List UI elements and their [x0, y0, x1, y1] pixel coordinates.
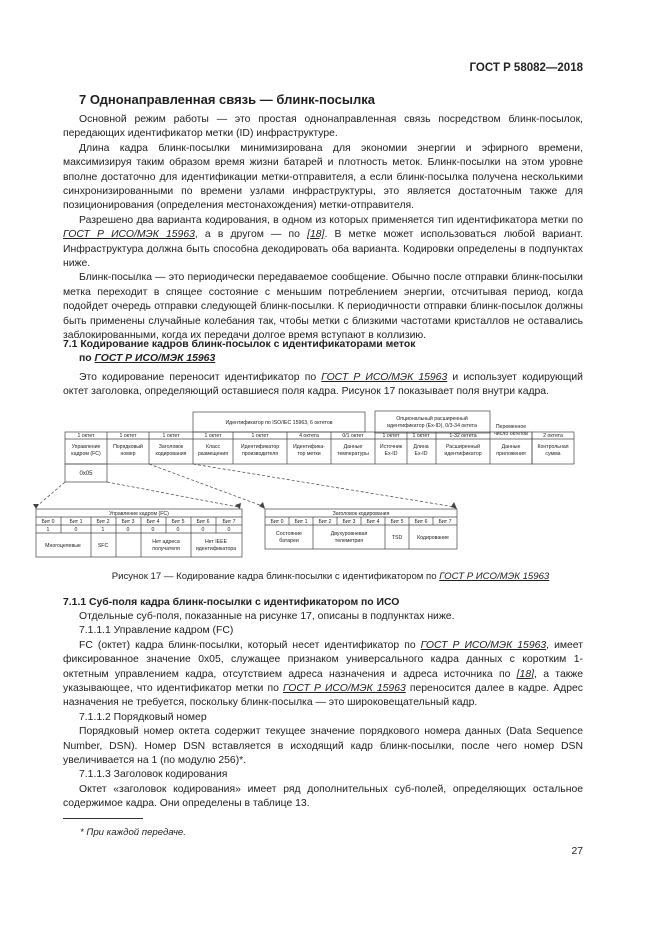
- octet-label: 0/1 октет: [342, 433, 364, 439]
- svg-text:Нет IEEE: Нет IEEE: [204, 539, 228, 545]
- field-label: Заголовок: [158, 444, 184, 450]
- field-label: Длина: [413, 444, 429, 450]
- svg-text:кадром (FC): кадром (FC): [71, 451, 101, 457]
- svg-text:идентификатор: идентификатор: [444, 451, 482, 457]
- section-7-1-title: [63, 338, 583, 367]
- svg-text:Бит 7: Бит 7: [222, 519, 236, 525]
- svg-text:Бит 4: Бит 4: [366, 519, 380, 525]
- paragraph: Октет «заголовок кодирования» имеет ряд дополнительных суб-полей, определяющих остальное содержимое кадра. Они определены в таблице 13.: [63, 783, 583, 810]
- svg-text:Бит 0: Бит 0: [270, 519, 284, 525]
- octet-label: 1 октет: [412, 433, 430, 439]
- encoding-table-title: Заголовок кодирования: [332, 511, 390, 517]
- svg-text:Кодирование: Кодирование: [417, 535, 449, 541]
- bibliography-reference-link[interactable]: [18]: [307, 229, 325, 241]
- svg-text:Нет адреса: Нет адреса: [152, 539, 180, 545]
- paragraph: Отдельные суб-поля, показанные на рисунке 17, описаны в подпунктах ниже.: [79, 611, 455, 622]
- octet-label: 1 октет: [251, 433, 269, 439]
- field-label: Порядковый: [113, 444, 143, 450]
- paragraph: FC (октет) кадра блинк-посылки, который несет идентификатор по ГОСТ Р ИСО/МЭК 15963, имеет фиксированное значение 0x05, служащее признаком универсального кадра данных с коротким 1-октетным управлением кадра, отсутствием адреса назначения и адреса источника по [18], а также указывающее, что идентификатор метки по ГОСТ Р ИСО/МЭК 15963 переносится далее в кадре. Адрес назначения не требуется, поскольку блинк-посылка — это широковещательный кадр.: [63, 639, 584, 709]
- svg-text:температуры: температуры: [337, 451, 369, 457]
- id-group-label: Идентификатор по ISO/IEC 15963, 6 октетов: [225, 420, 333, 426]
- ext-id-group-label-2: идентификатор (Ex-ID), 0/3-34 октета: [387, 423, 477, 429]
- standard-reference-link[interactable]: ГОСТ Р ИСО/МЭК 15963: [282, 683, 406, 695]
- field-label: Идентификатор: [240, 444, 280, 450]
- document-id: ГОСТ Р 58082—2018: [469, 62, 583, 74]
- octet-label: 1 октет: [162, 433, 180, 439]
- var-group-label-2: число октетов: [494, 431, 528, 437]
- svg-text:Бит 6: Бит 6: [196, 519, 210, 525]
- svg-text:производителя: производителя: [241, 451, 279, 457]
- svg-text:0: 0: [74, 527, 78, 533]
- section-7-1-body: [63, 371, 583, 400]
- svg-text:Бит 4: Бит 4: [146, 519, 160, 525]
- svg-text:0: 0: [227, 527, 231, 533]
- svg-text:Контрольная: Контрольная: [537, 444, 569, 450]
- var-group-label: Переменное: [495, 424, 527, 430]
- svg-text:1: 1: [46, 527, 50, 533]
- svg-text:0: 0: [151, 527, 155, 533]
- standard-reference-link[interactable]: ГОСТ Р ИСО/МЭК 15963: [420, 639, 547, 651]
- page-number: 27: [571, 846, 583, 857]
- footnote: * При каждой передаче.: [80, 827, 186, 838]
- svg-text:Ex-ID: Ex-ID: [384, 451, 398, 457]
- field-label: Управление: [71, 444, 101, 450]
- ext-id-group-label: Опциональный расширенный: [396, 416, 468, 422]
- svg-text:батареи: батареи: [279, 538, 299, 544]
- svg-text:Бит 7: Бит 7: [438, 519, 452, 525]
- footnote-divider: [63, 818, 143, 819]
- svg-text:Двухуровневая: Двухуровневая: [330, 531, 368, 537]
- svg-text:Бит 0: Бит 0: [41, 519, 55, 525]
- frame-diagram: [0, 405, 661, 565]
- octet-label: 1 октет: [204, 433, 222, 439]
- bibliography-reference-link[interactable]: [18]: [516, 668, 535, 680]
- svg-text:телеметрия: телеметрия: [334, 538, 364, 544]
- field-label: Идентифика-: [293, 444, 325, 450]
- svg-text:Ex-ID: Ex-ID: [414, 451, 428, 457]
- section-7-1-title-line2: по ГОСТ Р ИСО/МЭК 15963: [79, 353, 216, 365]
- standard-reference-link[interactable]: ГОСТ Р ИСО/МЭК 15963: [321, 372, 448, 383]
- fc-table-title: Управление кадром (FC): [109, 511, 169, 517]
- field-label: Данные: [501, 444, 521, 450]
- svg-text:1: 1: [101, 527, 105, 533]
- paragraph: Это кодирование переносит идентификатор по ГОСТ Р ИСО/МЭК 15963 и использует кодирующий октет заголовка, определяющий оставшиеся поля кадра. Рисунок 17 показывает поля внутри кадра.: [63, 372, 583, 398]
- svg-text:TSD: TSD: [391, 535, 403, 541]
- paragraph: Блинк-посылка — это периодически передаваемое сообщение. Обычно после отправки блинк-посылки метка переходит в спящее состояние с меньшим потреблением энергии, отсчитывая период, когда подойдет очередь отправки следующей блинк-посылки. К периодичности отправки блинк-посылок должны быть применены случайные колебания так, чтобы метки с близкими частотами кристаллов не оставались заблокированными, когда их передачи долгое время вступают в коллизию.: [63, 272, 583, 342]
- standard-reference-link[interactable]: ГОСТ Р ИСО/МЭК 15963: [63, 229, 195, 241]
- subsection-title: 7.1.1.3 Заголовок кодирования: [79, 769, 228, 781]
- subsection-title: 7.1.1.1 Управление кадром (FC): [79, 625, 234, 637]
- octet-label: 1-32 октета: [449, 433, 477, 439]
- svg-text:кодирования: кодирования: [155, 451, 187, 457]
- field-label: Расширенный: [446, 444, 480, 450]
- svg-text:получателя: получателя: [152, 546, 180, 552]
- svg-text:0: 0: [201, 527, 205, 533]
- octet-label: 1 октет: [77, 433, 95, 439]
- field-label: Класс: [205, 444, 221, 450]
- svg-text:Бит 6: Бит 6: [414, 519, 428, 525]
- section-7-title: 7 Однонаправленная связь — блинк-посылка: [79, 92, 375, 107]
- svg-text:Бит 5: Бит 5: [390, 519, 404, 525]
- svg-text:сумма: сумма: [545, 451, 561, 457]
- svg-text:Бит 2: Бит 2: [318, 519, 332, 525]
- svg-text:идентификатора: идентификатора: [195, 546, 237, 552]
- section-7-1-title-line1: 7.1 Кодирование кадров блинк-посылок с идентификаторами меток: [63, 339, 416, 350]
- svg-text:Бит 1: Бит 1: [69, 519, 83, 525]
- svg-text:0: 0: [176, 527, 180, 533]
- svg-text:Бит 3: Бит 3: [342, 519, 356, 525]
- standard-reference-link[interactable]: ГОСТ Р ИСО/МЭК 15963: [94, 353, 216, 365]
- svg-text:Бит 3: Бит 3: [121, 519, 135, 525]
- svg-text:Бит 5: Бит 5: [171, 519, 185, 525]
- octet-label: 1 октет: [119, 433, 137, 439]
- octet-label: 1 октет: [382, 433, 400, 439]
- svg-text:приложения: приложения: [496, 451, 526, 457]
- subsection-title: 7.1.1.2 Порядковый номер: [79, 711, 207, 723]
- svg-text:0: 0: [126, 527, 130, 533]
- svg-text:Многоцелевые: Многоцелевые: [45, 543, 81, 549]
- paragraph: Длина кадра блинк-посылки минимизирована для экономии энергии и эфирного времени, максимизируя таким образом время жизни батарей и плотность меток. Блинк-посылки на этом уровне вполне достаточно для идентификации метки-отправителя, а если блинк-посылка получена несколькими синхронизированными по времени узлами инфраструктуры, это является достаточным также для позиционирования (определения местонахождения) метки-отправителя.: [63, 142, 583, 212]
- field-label: Источник: [379, 444, 403, 450]
- svg-text:Бит 1: Бит 1: [294, 519, 308, 525]
- section-7-body: [63, 113, 583, 344]
- paragraph: Разрешено два варианта кодирования, в одном из которых применяется тип идентификатора метки по ГОСТ Р ИСО/МЭК 15963, а в другом — по [18]. В метке может использоваться любой вариант. Инфраструктура должна быть способна декодировать оба варианта. Кодировки определены в подпунктах ниже.: [63, 214, 583, 270]
- paragraph: Основной режим работы — это простая однонаправленная связь посредством блинк-посылок, передающих идентификатор метки (ID) инфраструктуре.: [63, 114, 583, 140]
- section-7-1-1-title: 7.1.1 Суб-поля кадра блинк-посылки с идентификатором по ИСО: [63, 597, 400, 608]
- octet-label: 2 октета: [543, 433, 563, 439]
- paragraph: Порядковый номер октета содержит текущее значение порядкового номера данных (Data Sequence Number, DSN). Номер DSN вставляется в исходящий кадр блинк-посылки, после чего номер DSN увеличивается на 1 (по модулю 256)*.: [63, 726, 583, 767]
- field-label: Данные: [343, 444, 363, 450]
- octet-label: 4 октета: [299, 433, 319, 439]
- svg-text:тор метки: тор метки: [297, 451, 321, 457]
- fc-value: 0x05: [79, 471, 93, 477]
- svg-text:номер: номер: [120, 451, 136, 457]
- svg-text:Состояние: Состояние: [276, 531, 302, 537]
- svg-text:SFC: SFC: [97, 543, 109, 549]
- figure-caption: Рисунок 17 — Кодирование кадра блинк-посылки с идентификатором по ГОСТ Р ИСО/МЭК 15963: [111, 571, 550, 582]
- ext-id-group-box: [375, 411, 490, 433]
- svg-text:Бит 2: Бит 2: [96, 519, 110, 525]
- section-7-1-1-body: [63, 610, 583, 812]
- standard-reference-link[interactable]: ГОСТ Р ИСО/МЭК 15963: [439, 571, 550, 582]
- svg-text:размещения: размещения: [197, 451, 229, 457]
